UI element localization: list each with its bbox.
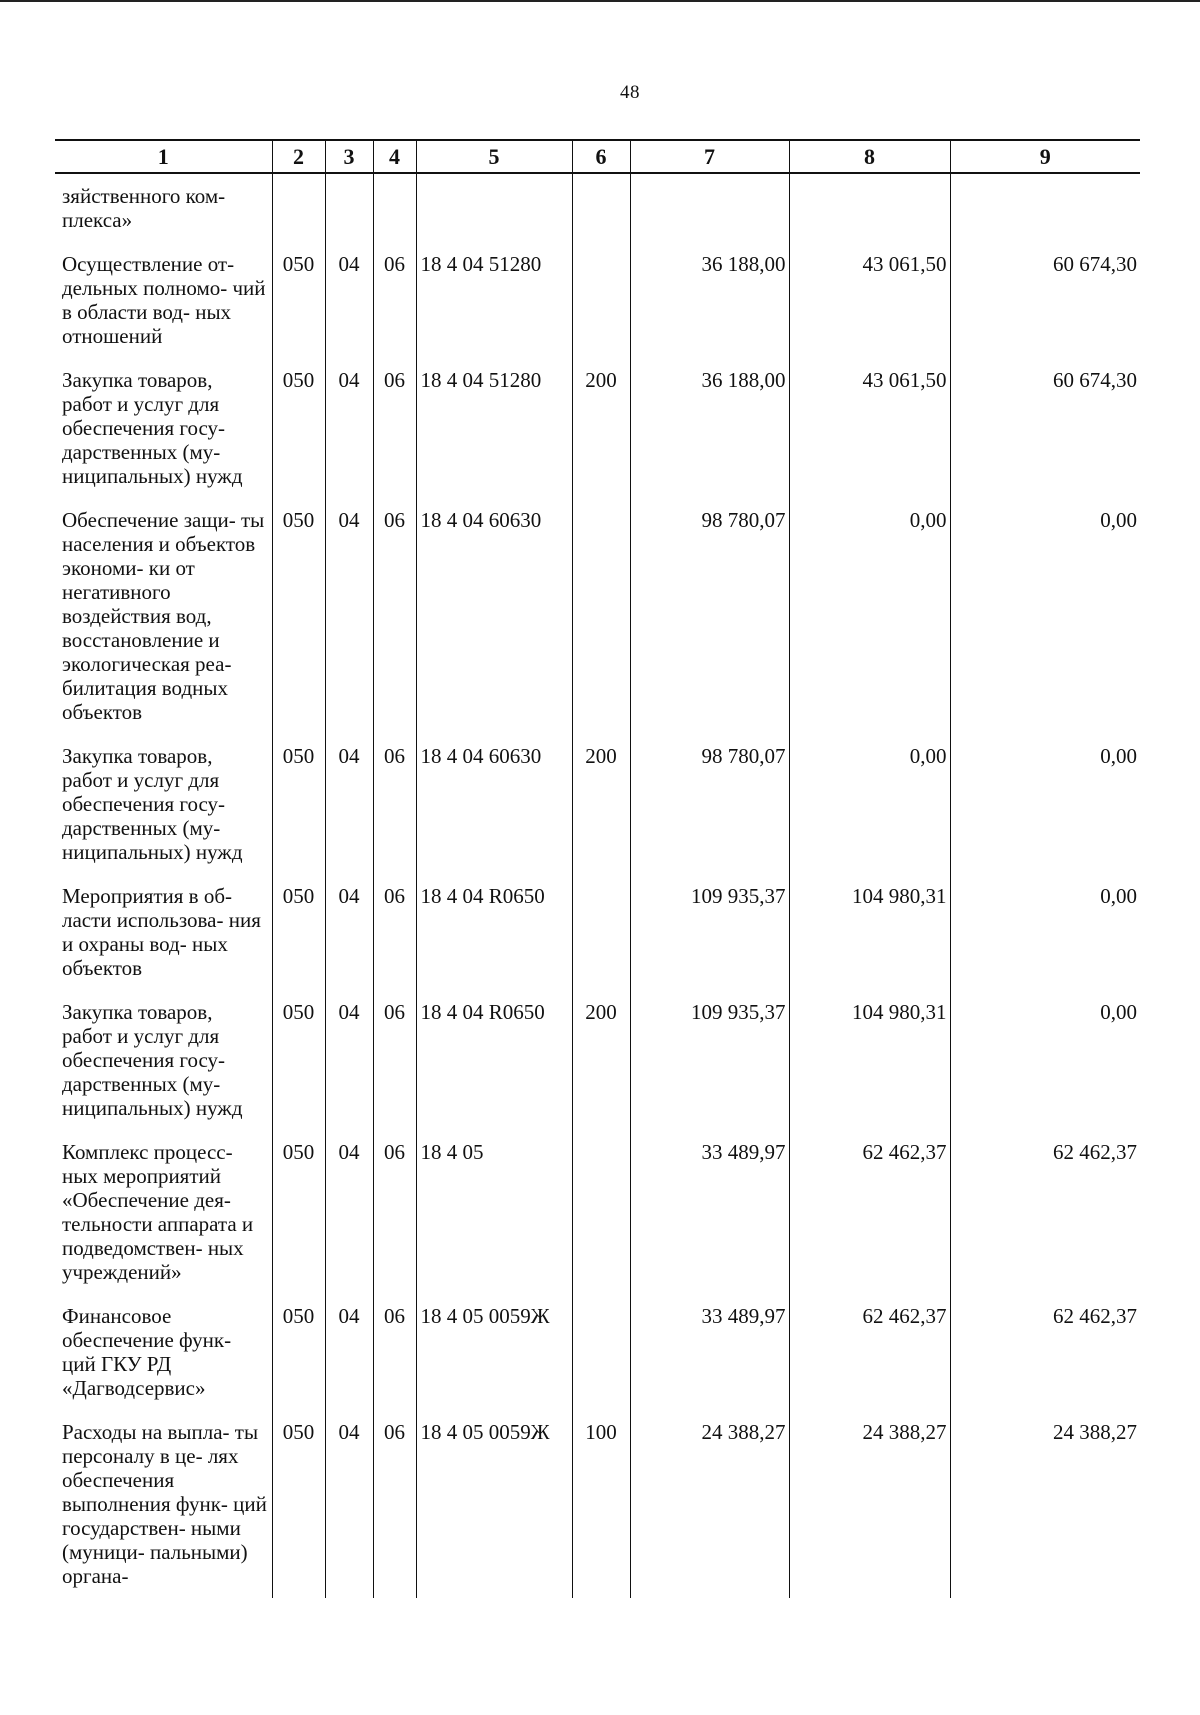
table-header bbox=[55, 140, 1140, 173]
row-name: Финансовое обеспечение функ- ций ГКУ РД «Дагводсервис» bbox=[62, 1304, 232, 1400]
cell-amount-col7: 109 935,37 bbox=[630, 874, 789, 990]
cell-subsection: 06 bbox=[373, 1410, 416, 1598]
cell-amount-col8: 43 061,50 bbox=[789, 358, 950, 498]
row-name: зяйственного ком- плекса» bbox=[62, 184, 226, 232]
table-row bbox=[55, 498, 1140, 734]
cell-admin-code: 050 bbox=[272, 358, 325, 498]
page-number: 48 bbox=[620, 82, 640, 103]
cell-expense-type: 100 bbox=[572, 1410, 630, 1598]
cell-admin-code: 050 bbox=[272, 242, 325, 358]
cell-admin-code: 050 bbox=[272, 734, 325, 874]
cell-subsection: 06 bbox=[373, 990, 416, 1130]
cell-section: 04 bbox=[325, 1410, 373, 1598]
header-col-7: 7 bbox=[630, 140, 789, 173]
header-col-8: 8 bbox=[789, 140, 950, 173]
table-row bbox=[55, 173, 1140, 242]
cell-subsection: 06 bbox=[373, 874, 416, 990]
table-row bbox=[55, 1410, 1140, 1598]
cell-target-article: 18 4 04 60630 bbox=[416, 734, 572, 874]
cell-amount-col9: 60 674,30 bbox=[950, 242, 1140, 358]
cell-section bbox=[325, 173, 373, 242]
cell-subsection: 06 bbox=[373, 498, 416, 734]
row-name: Мероприятия в об- ласти использова- ния и охраны вод- ных объектов bbox=[62, 884, 261, 980]
cell-amount-col9: 0,00 bbox=[950, 874, 1140, 990]
cell-subsection: 06 bbox=[373, 358, 416, 498]
table-row bbox=[55, 242, 1140, 358]
header-col-4: 4 bbox=[373, 140, 416, 173]
table-row bbox=[55, 990, 1140, 1130]
cell-expense-type: 200 bbox=[572, 734, 630, 874]
cell-section: 04 bbox=[325, 734, 373, 874]
cell-expense-type bbox=[572, 1130, 630, 1294]
cell-expense-type bbox=[572, 498, 630, 734]
cell-target-article bbox=[416, 173, 572, 242]
header-col-2: 2 bbox=[272, 140, 325, 173]
cell-amount-col8: 43 061,50 bbox=[789, 242, 950, 358]
cell-section: 04 bbox=[325, 498, 373, 734]
row-name: Расходы на выпла- ты персоналу в це- лях обеспечения выполнения функ- ций государствен- ными (муници- пальными) органа- bbox=[62, 1420, 267, 1588]
cell-amount-col9: 60 674,30 bbox=[950, 358, 1140, 498]
cell-amount-col7: 98 780,07 bbox=[630, 498, 789, 734]
header-col-3: 3 bbox=[325, 140, 373, 173]
cell-expense-type: 200 bbox=[572, 358, 630, 498]
header-col-6: 6 bbox=[572, 140, 630, 173]
table-row bbox=[55, 874, 1140, 990]
cell-amount-col9 bbox=[950, 173, 1140, 242]
row-name: Комплекс процесс- ных мероприятий «Обеспечение дея- тельности аппарата и подведомствен- ных учреждений» bbox=[62, 1140, 254, 1284]
row-name: Закупка товаров, работ и услуг для обеспечения госу- дарственных (му- ниципальных) нужд bbox=[62, 744, 243, 864]
table-row bbox=[55, 734, 1140, 874]
cell-amount-col9: 0,00 bbox=[950, 734, 1140, 874]
cell-admin-code: 050 bbox=[272, 1130, 325, 1294]
cell-target-article: 18 4 04 51280 bbox=[416, 242, 572, 358]
cell-amount-col8: 24 388,27 bbox=[789, 1410, 950, 1598]
cell-amount-col7 bbox=[630, 173, 789, 242]
cell-amount-col7: 109 935,37 bbox=[630, 990, 789, 1130]
row-name: Закупка товаров, работ и услуг для обеспечения госу- дарственных (му- ниципальных) нужд bbox=[62, 368, 243, 488]
cell-amount-col7: 24 388,27 bbox=[630, 1410, 789, 1598]
cell-subsection: 06 bbox=[373, 242, 416, 358]
cell-subsection bbox=[373, 173, 416, 242]
cell-target-article: 18 4 04 51280 bbox=[416, 358, 572, 498]
cell-amount-col8: 0,00 bbox=[789, 734, 950, 874]
cell-subsection: 06 bbox=[373, 734, 416, 874]
cell-subsection: 06 bbox=[373, 1294, 416, 1410]
cell-expense-type: 200 bbox=[572, 990, 630, 1130]
cell-amount-col8: 62 462,37 bbox=[789, 1130, 950, 1294]
cell-target-article: 18 4 05 0059Ж bbox=[416, 1410, 572, 1598]
cell-target-article: 18 4 05 0059Ж bbox=[416, 1294, 572, 1410]
cell-admin-code: 050 bbox=[272, 990, 325, 1130]
table-row bbox=[55, 1130, 1140, 1294]
scan-top-edge bbox=[0, 0, 1200, 2]
cell-expense-type bbox=[572, 173, 630, 242]
cell-amount-col7: 98 780,07 bbox=[630, 734, 789, 874]
table-body bbox=[55, 173, 1140, 1598]
row-name: Осуществление от- дельных полномо- чий в области вод- ных отношений bbox=[62, 252, 266, 348]
row-name: Закупка товаров, работ и услуг для обеспечения госу- дарственных (му- ниципальных) нужд bbox=[62, 1000, 243, 1120]
cell-section: 04 bbox=[325, 874, 373, 990]
table-row bbox=[55, 358, 1140, 498]
cell-target-article: 18 4 04 R0650 bbox=[416, 874, 572, 990]
cell-amount-col8: 104 980,31 bbox=[789, 990, 950, 1130]
cell-expense-type bbox=[572, 874, 630, 990]
cell-amount-col7: 36 188,00 bbox=[630, 242, 789, 358]
cell-admin-code bbox=[272, 173, 325, 242]
cell-target-article: 18 4 05 bbox=[416, 1130, 572, 1294]
cell-amount-col9: 62 462,37 bbox=[950, 1294, 1140, 1410]
cell-amount-col9: 0,00 bbox=[950, 498, 1140, 734]
cell-amount-col8: 104 980,31 bbox=[789, 874, 950, 990]
cell-amount-col9: 62 462,37 bbox=[950, 1130, 1140, 1294]
cell-amount-col7: 36 188,00 bbox=[630, 358, 789, 498]
cell-admin-code: 050 bbox=[272, 1294, 325, 1410]
cell-subsection: 06 bbox=[373, 1130, 416, 1294]
cell-amount-col7: 33 489,97 bbox=[630, 1294, 789, 1410]
cell-target-article: 18 4 04 60630 bbox=[416, 498, 572, 734]
cell-amount-col8: 62 462,37 bbox=[789, 1294, 950, 1410]
cell-amount-col9: 24 388,27 bbox=[950, 1410, 1140, 1598]
cell-section: 04 bbox=[325, 1294, 373, 1410]
cell-amount-col7: 33 489,97 bbox=[630, 1130, 789, 1294]
cell-amount-col9: 0,00 bbox=[950, 990, 1140, 1130]
cell-admin-code: 050 bbox=[272, 1410, 325, 1598]
cell-admin-code: 050 bbox=[272, 874, 325, 990]
cell-expense-type bbox=[572, 242, 630, 358]
header-col-9: 9 bbox=[950, 140, 1140, 173]
cell-section: 04 bbox=[325, 990, 373, 1130]
cell-admin-code: 050 bbox=[272, 498, 325, 734]
cell-amount-col8 bbox=[789, 173, 950, 242]
table-row bbox=[55, 1294, 1140, 1410]
row-name: Обеспечение защи- ты населения и объектов экономи- ки от негативного воздействия вод, восстановление и экологическая реа- билитация водных объектов bbox=[62, 508, 265, 724]
cell-section: 04 bbox=[325, 358, 373, 498]
header-row bbox=[55, 140, 1140, 173]
cell-target-article: 18 4 04 R0650 bbox=[416, 990, 572, 1130]
cell-amount-col8: 0,00 bbox=[789, 498, 950, 734]
cell-section: 04 bbox=[325, 1130, 373, 1294]
budget-table bbox=[55, 139, 1140, 1598]
cell-section: 04 bbox=[325, 242, 373, 358]
header-col-1: 1 bbox=[55, 140, 272, 173]
cell-expense-type bbox=[572, 1294, 630, 1410]
header-col-5: 5 bbox=[416, 140, 572, 173]
